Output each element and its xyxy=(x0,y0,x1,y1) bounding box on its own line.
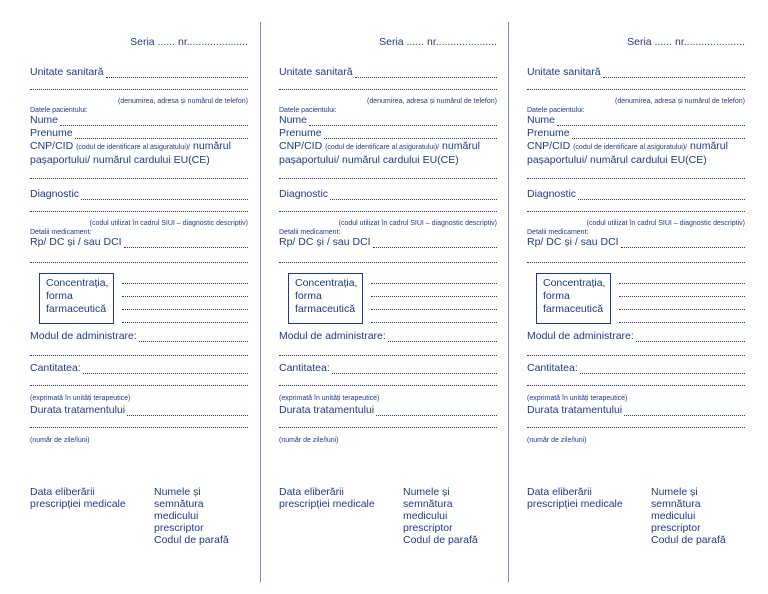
diagnostic-extra-line xyxy=(279,211,497,212)
rp-extra-line xyxy=(527,262,745,263)
rp-line: Rp/ DC și / sau DCI xyxy=(527,236,745,248)
unitate-extra-line xyxy=(527,89,745,90)
concentratie-line-4 xyxy=(122,322,248,323)
cantitatea-line: Cantitatea: xyxy=(279,362,497,374)
diagnostic-note: (codul utilizat în cadrul SIUI – diagnostic descriptiv) xyxy=(338,220,497,227)
modul-extra-line xyxy=(30,355,248,356)
diagnostic-extra-line xyxy=(30,211,248,212)
pasaport-extra-line xyxy=(30,178,248,179)
concentratie-line-4 xyxy=(371,322,497,323)
concentratie-line-3 xyxy=(122,309,248,310)
unitate-line: Unitate sanitară xyxy=(527,66,745,78)
concentratie-line-4 xyxy=(619,322,745,323)
semnatura-medic: Numele și semnătura medicului prescriptor Codul de parafă xyxy=(403,486,478,546)
durata-line: Durata tratamentului xyxy=(279,404,497,416)
prescription-form-1 xyxy=(30,0,248,594)
detalii-label: Detalii medicament: xyxy=(30,229,92,236)
cnp-line: CNP/CID (codul de identificare al asiguratului)/ numărul xyxy=(279,140,480,152)
concentratie-line-1 xyxy=(122,283,248,284)
durata-note: (număr de zile/luni) xyxy=(30,437,90,444)
column-separator-1 xyxy=(260,22,261,582)
pasaport-extra-line xyxy=(527,178,745,179)
detalii-label: Detalii medicament: xyxy=(527,229,589,236)
unitate-note: (denumirea, adresa și numărul de telefon) xyxy=(367,98,497,105)
modul-extra-line xyxy=(279,355,497,356)
diagnostic-line: Diagnostic xyxy=(527,188,745,200)
diagnostic-note: (codul utilizat în cadrul SIUI – diagnostic descriptiv) xyxy=(89,220,248,227)
cantitatea-note: (exprimată în unități terapeutice) xyxy=(279,395,380,402)
datele-pacientului-label: Datele pacientului: xyxy=(527,107,585,114)
durata-note: (număr de zile/luni) xyxy=(527,437,587,444)
data-eliberarii: Data eliberării prescripției medicale xyxy=(279,486,375,510)
durata-extra-line xyxy=(527,427,745,428)
cantitatea-extra-line xyxy=(30,385,248,386)
modul-line: Modul de administrare: xyxy=(279,330,497,342)
modul-line: Modul de administrare: xyxy=(30,330,248,342)
datele-pacientului-label: Datele pacientului: xyxy=(30,107,88,114)
diagnostic-line: Diagnostic xyxy=(30,188,248,200)
durata-line: Durata tratamentului xyxy=(527,404,745,416)
semnatura-medic: Numele și semnătura medicului prescriptor Codul de parafă xyxy=(154,486,229,546)
pasaport-line: pașaportului/ numărul cardului EU(CE) xyxy=(279,154,459,166)
concentratie-line-2 xyxy=(371,296,497,297)
nume-line: Nume xyxy=(527,114,745,126)
datele-pacientului-label: Datele pacientului: xyxy=(279,107,337,114)
concentratie-box: Concentrația, forma farmaceutică xyxy=(288,273,363,324)
diagnostic-line: Diagnostic xyxy=(279,188,497,200)
cantitatea-line: Cantitatea: xyxy=(527,362,745,374)
unitate-line: Unitate sanitară xyxy=(279,66,497,78)
modul-extra-line xyxy=(527,355,745,356)
nume-line: Nume xyxy=(279,114,497,126)
concentratie-line-1 xyxy=(371,283,497,284)
rp-extra-line xyxy=(30,262,248,263)
pasaport-line: pașaportului/ numărul cardului EU(CE) xyxy=(527,154,707,166)
unitate-extra-line xyxy=(30,89,248,90)
pasaport-line: pașaportului/ numărul cardului EU(CE) xyxy=(30,154,210,166)
prescription-form-2 xyxy=(279,0,497,594)
rp-extra-line xyxy=(279,262,497,263)
cantitatea-extra-line xyxy=(279,385,497,386)
diagnostic-note: (codul utilizat în cadrul SIUI – diagnostic descriptiv) xyxy=(586,220,745,227)
concentratie-box: Concentrația, forma farmaceutică xyxy=(39,273,114,324)
prenume-line: Prenume xyxy=(279,127,497,139)
semnatura-medic: Numele și semnătura medicului prescriptor Codul de parafă xyxy=(651,486,726,546)
detalii-label: Detalii medicament: xyxy=(279,229,341,236)
prenume-line: Prenume xyxy=(30,127,248,139)
nume-line: Nume xyxy=(30,114,248,126)
prenume-line: Prenume xyxy=(527,127,745,139)
durata-extra-line xyxy=(279,427,497,428)
column-separator-2 xyxy=(508,22,509,582)
modul-line: Modul de administrare: xyxy=(527,330,745,342)
prescription-form-3 xyxy=(527,0,745,594)
rp-line: Rp/ DC și / sau DCI xyxy=(30,236,248,248)
unitate-note: (denumirea, adresa și numărul de telefon) xyxy=(118,98,248,105)
unitate-line: Unitate sanitară xyxy=(30,66,248,78)
durata-line: Durata tratamentului xyxy=(30,404,248,416)
cnp-line: CNP/CID (codul de identificare al asiguratului)/ numărul xyxy=(30,140,231,152)
seria-line: Seria ...... nr..................... xyxy=(379,36,497,48)
pasaport-extra-line xyxy=(279,178,497,179)
cantitatea-note: (exprimată în unități terapeutice) xyxy=(527,395,628,402)
seria-line: Seria ...... nr..................... xyxy=(130,36,248,48)
durata-note: (număr de zile/luni) xyxy=(279,437,339,444)
diagnostic-extra-line xyxy=(527,211,745,212)
concentratie-line-1 xyxy=(619,283,745,284)
concentratie-line-3 xyxy=(371,309,497,310)
cnp-line: CNP/CID (codul de identificare al asiguratului)/ numărul xyxy=(527,140,728,152)
concentratie-box: Concentrația, forma farmaceutică xyxy=(536,273,611,324)
concentratie-line-2 xyxy=(619,296,745,297)
rp-line: Rp/ DC și / sau DCI xyxy=(279,236,497,248)
unitate-extra-line xyxy=(279,89,497,90)
data-eliberarii: Data eliberării prescripției medicale xyxy=(30,486,126,510)
unitate-note: (denumirea, adresa și numărul de telefon) xyxy=(615,98,745,105)
seria-line: Seria ...... nr..................... xyxy=(627,36,745,48)
cantitatea-extra-line xyxy=(527,385,745,386)
durata-extra-line xyxy=(30,427,248,428)
concentratie-line-3 xyxy=(619,309,745,310)
cantitatea-line: Cantitatea: xyxy=(30,362,248,374)
concentratie-line-2 xyxy=(122,296,248,297)
cantitatea-note: (exprimată în unități terapeutice) xyxy=(30,395,131,402)
data-eliberarii: Data eliberării prescripției medicale xyxy=(527,486,623,510)
